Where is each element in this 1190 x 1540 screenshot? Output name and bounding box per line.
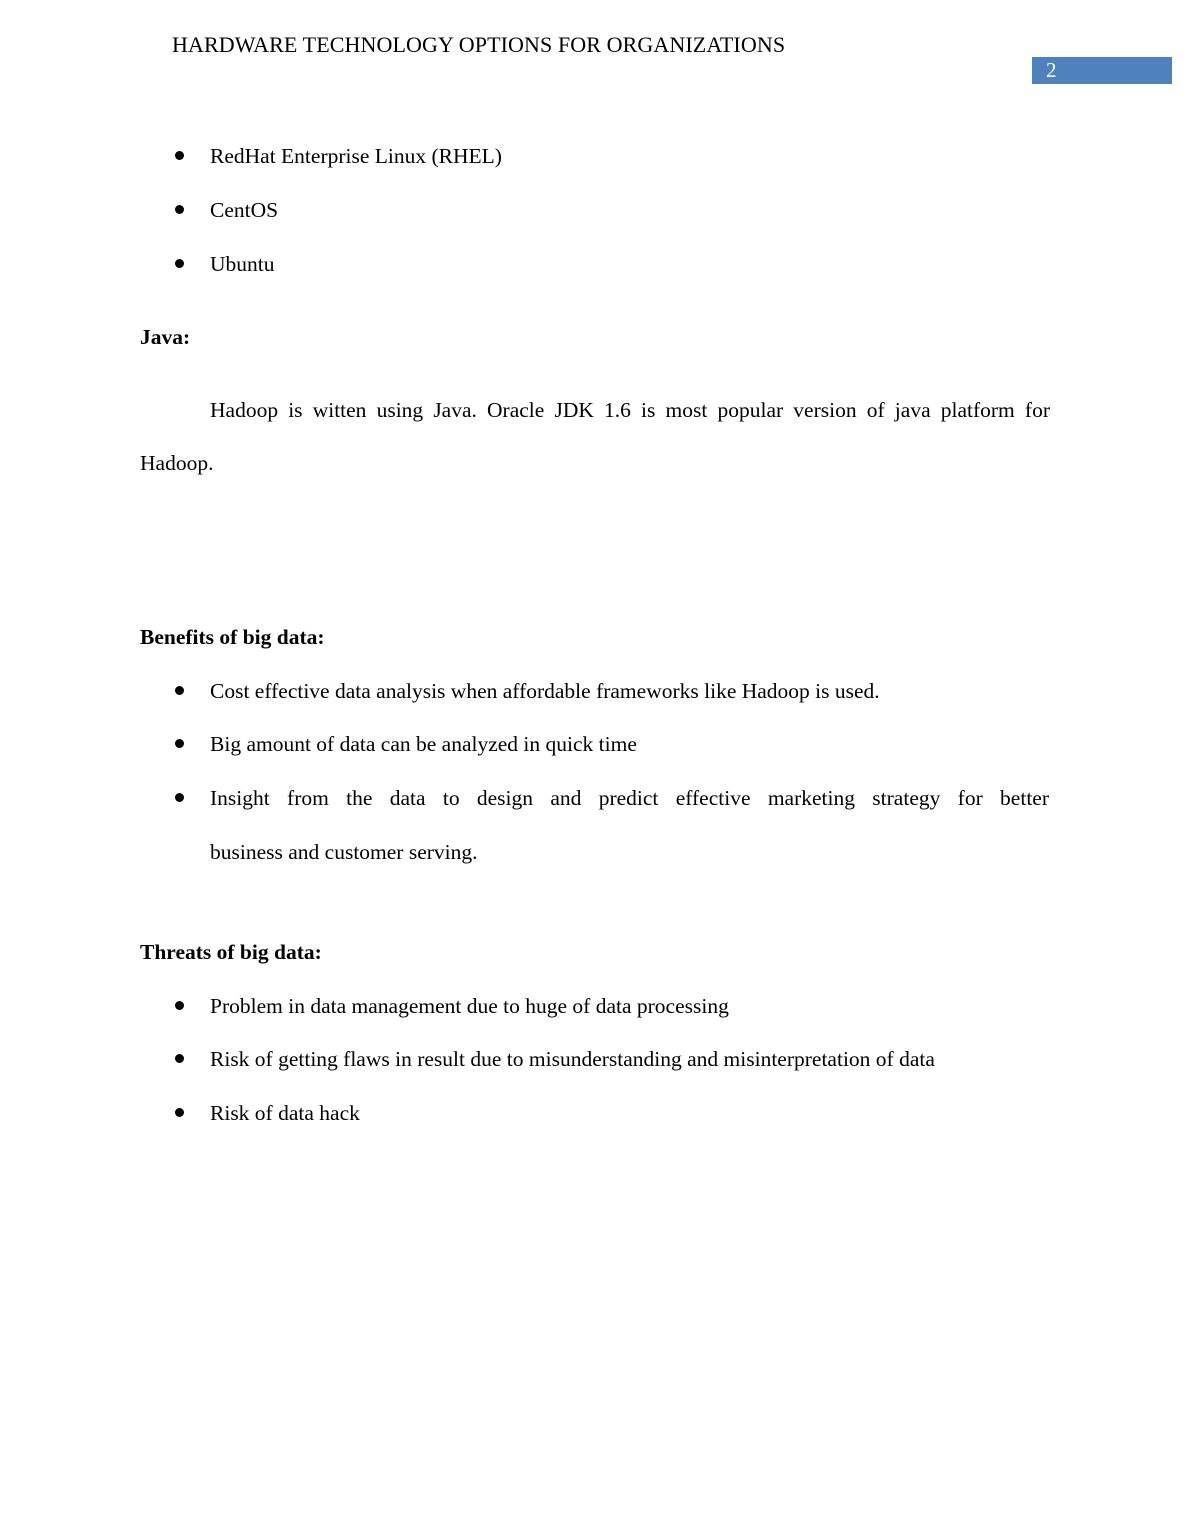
list-item: RedHat Enterprise Linux (RHEL)	[210, 144, 502, 168]
benefits-heading: Benefits of big data:	[140, 625, 325, 649]
bullet-icon	[173, 784, 185, 812]
bullet-icon	[173, 992, 185, 1020]
bullet-icon	[173, 730, 185, 758]
list-item-continuation: business and customer serving.	[210, 840, 478, 864]
list-item: Problem in data management due to huge of data processing	[210, 994, 729, 1018]
list-item: Insight from the data to design and predict effective marketing strategy for better	[210, 786, 1049, 810]
list-item: Cost effective data analysis when affordable frameworks like Hadoop is used.	[210, 679, 880, 703]
bullet-icon	[173, 1099, 185, 1127]
list-item: CentOS	[210, 198, 279, 222]
list-item: Ubuntu	[210, 252, 275, 276]
java-paragraph-line: Hadoop.	[140, 451, 214, 475]
running-head: HARDWARE TECHNOLOGY OPTIONS FOR ORGANIZATIONS	[172, 32, 786, 57]
bullet-icon	[173, 250, 185, 278]
java-heading: Java:	[140, 325, 191, 349]
bullet-icon	[173, 1045, 185, 1073]
bullet-icon	[173, 196, 185, 224]
bullet-icon	[173, 142, 185, 170]
list-item: Big amount of data can be analyzed in quick time	[210, 732, 637, 756]
page-number-badge	[1032, 57, 1172, 84]
page-number: 2	[1046, 58, 1057, 82]
threats-heading: Threats of big data:	[140, 940, 322, 964]
java-paragraph-line: Hadoop is witten using Java. Oracle JDK 1.6 is most popular version of java platform for	[210, 398, 1050, 422]
list-item: Risk of getting flaws in result due to misunderstanding and misinterpretation of data	[210, 1047, 935, 1071]
bullet-icon	[173, 677, 185, 705]
list-item: Risk of data hack	[210, 1101, 360, 1125]
